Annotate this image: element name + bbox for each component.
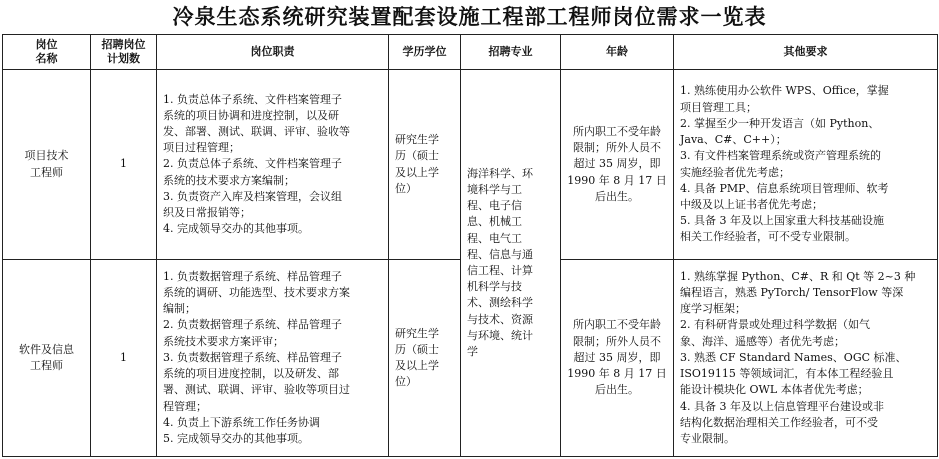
header-education: 学历学位	[389, 35, 461, 70]
header-plan: 招聘岗位 计划数	[91, 35, 157, 70]
header-row	[3, 35, 938, 70]
plan-count: 1	[91, 70, 157, 260]
position-name: 项目技术 工程师	[3, 70, 91, 260]
table-row	[3, 70, 938, 260]
header-other: 其他要求	[674, 35, 938, 70]
duties-cell: 1. 负责数据管理子系统、样品管理子 系统的调研、功能选型、技术要求方案 编制； 2. 负责数据管理子系统、样品管理子 系统技术要求方案评审； 3. 负责数据管理子系统、样品管理子 系统的项目进度控制，以及研发、部 署、测试、联调、评审、验收等项目过 程管理； 4. 负责上下游系统工作任务协调 5. 完成领导交办的其他事项。	[157, 260, 389, 457]
header-position: 岗位 名称	[3, 35, 91, 70]
education-cell: 研究生学 历（硕士 及以上学 位）	[389, 260, 461, 457]
other-cell: 1. 熟练使用办公软件 WPS、Office，掌握 项目管理工具； 2. 掌握至少一种开发语言（如 Python、 Java、C#、C++）； 3. 有文件档案管理系统或资产管理系统的 实施经验者优先考虑； 4. 具备 PMP、信息系统项目管理师、软考 中级及以上证书者优先考虑； 5. 具备 3 年及以上国家重大科技基础设施 相关工作经验者，可不受专业限制。	[674, 70, 938, 260]
plan-count: 1	[91, 260, 157, 457]
header-duties: 岗位职责	[157, 35, 389, 70]
education-cell: 研究生学 历（硕士 及以上学 位）	[389, 70, 461, 260]
header-age: 年龄	[561, 35, 674, 70]
other-cell: 1. 熟练掌握 Python、C#、R 和 Qt 等 2~3 种 编程语言，熟悉 PyTorch/ TensorFlow 等深 度学习框架； 2. 有科研背景或处理过科学数据（如气 象、海洋、遥感等）者优先考虑； 3. 熟悉 CF Standard Names、OGC 标准、 ISO19115 等领域词汇，有本体工程经验且 能设计模块化 OWL 本体者优先考虑； 4. 具备 3 年及以上信息管理平台建设或非 结构化数据治理相关工作经验者，可不受 专业限制。	[674, 260, 938, 457]
position-name: 软件及信息 工程师	[3, 260, 91, 457]
age-cell: 所内职工不受年龄 限制；所外人员不 超过 35 周岁，即 1990 年 8 月 17 日 后出生。	[561, 260, 674, 457]
header-major: 招聘专业	[461, 35, 561, 70]
requirements-table	[2, 34, 938, 457]
major-cell: 海洋科学、环 境科学与工 程、电子信 息、机械工 程、电气工 程、信息与通 信工程、计算 机科学与技 术、测绘科学 与技术、资源 与环境、统计 学	[461, 70, 561, 457]
age-cell: 所内职工不受年龄 限制；所外人员不 超过 35 周岁，即 1990 年 8 月 17 日 后出生。	[561, 70, 674, 260]
page-title: 冷泉生态系统研究装置配套设施工程部工程师岗位需求一览表	[172, 4, 767, 29]
duties-cell: 1. 负责总体子系统、文件档案管理子 系统的项目协调和进度控制，以及研 发、部署、测试、联调、评审、验收等 项目过程管理； 2. 负责总体子系统、文件档案管理子 系统的技术要求方案编制； 3. 负责资产入库及档案管理，会议组 织及日常报销等； 4. 完成领导交办的其他事项。	[157, 70, 389, 260]
